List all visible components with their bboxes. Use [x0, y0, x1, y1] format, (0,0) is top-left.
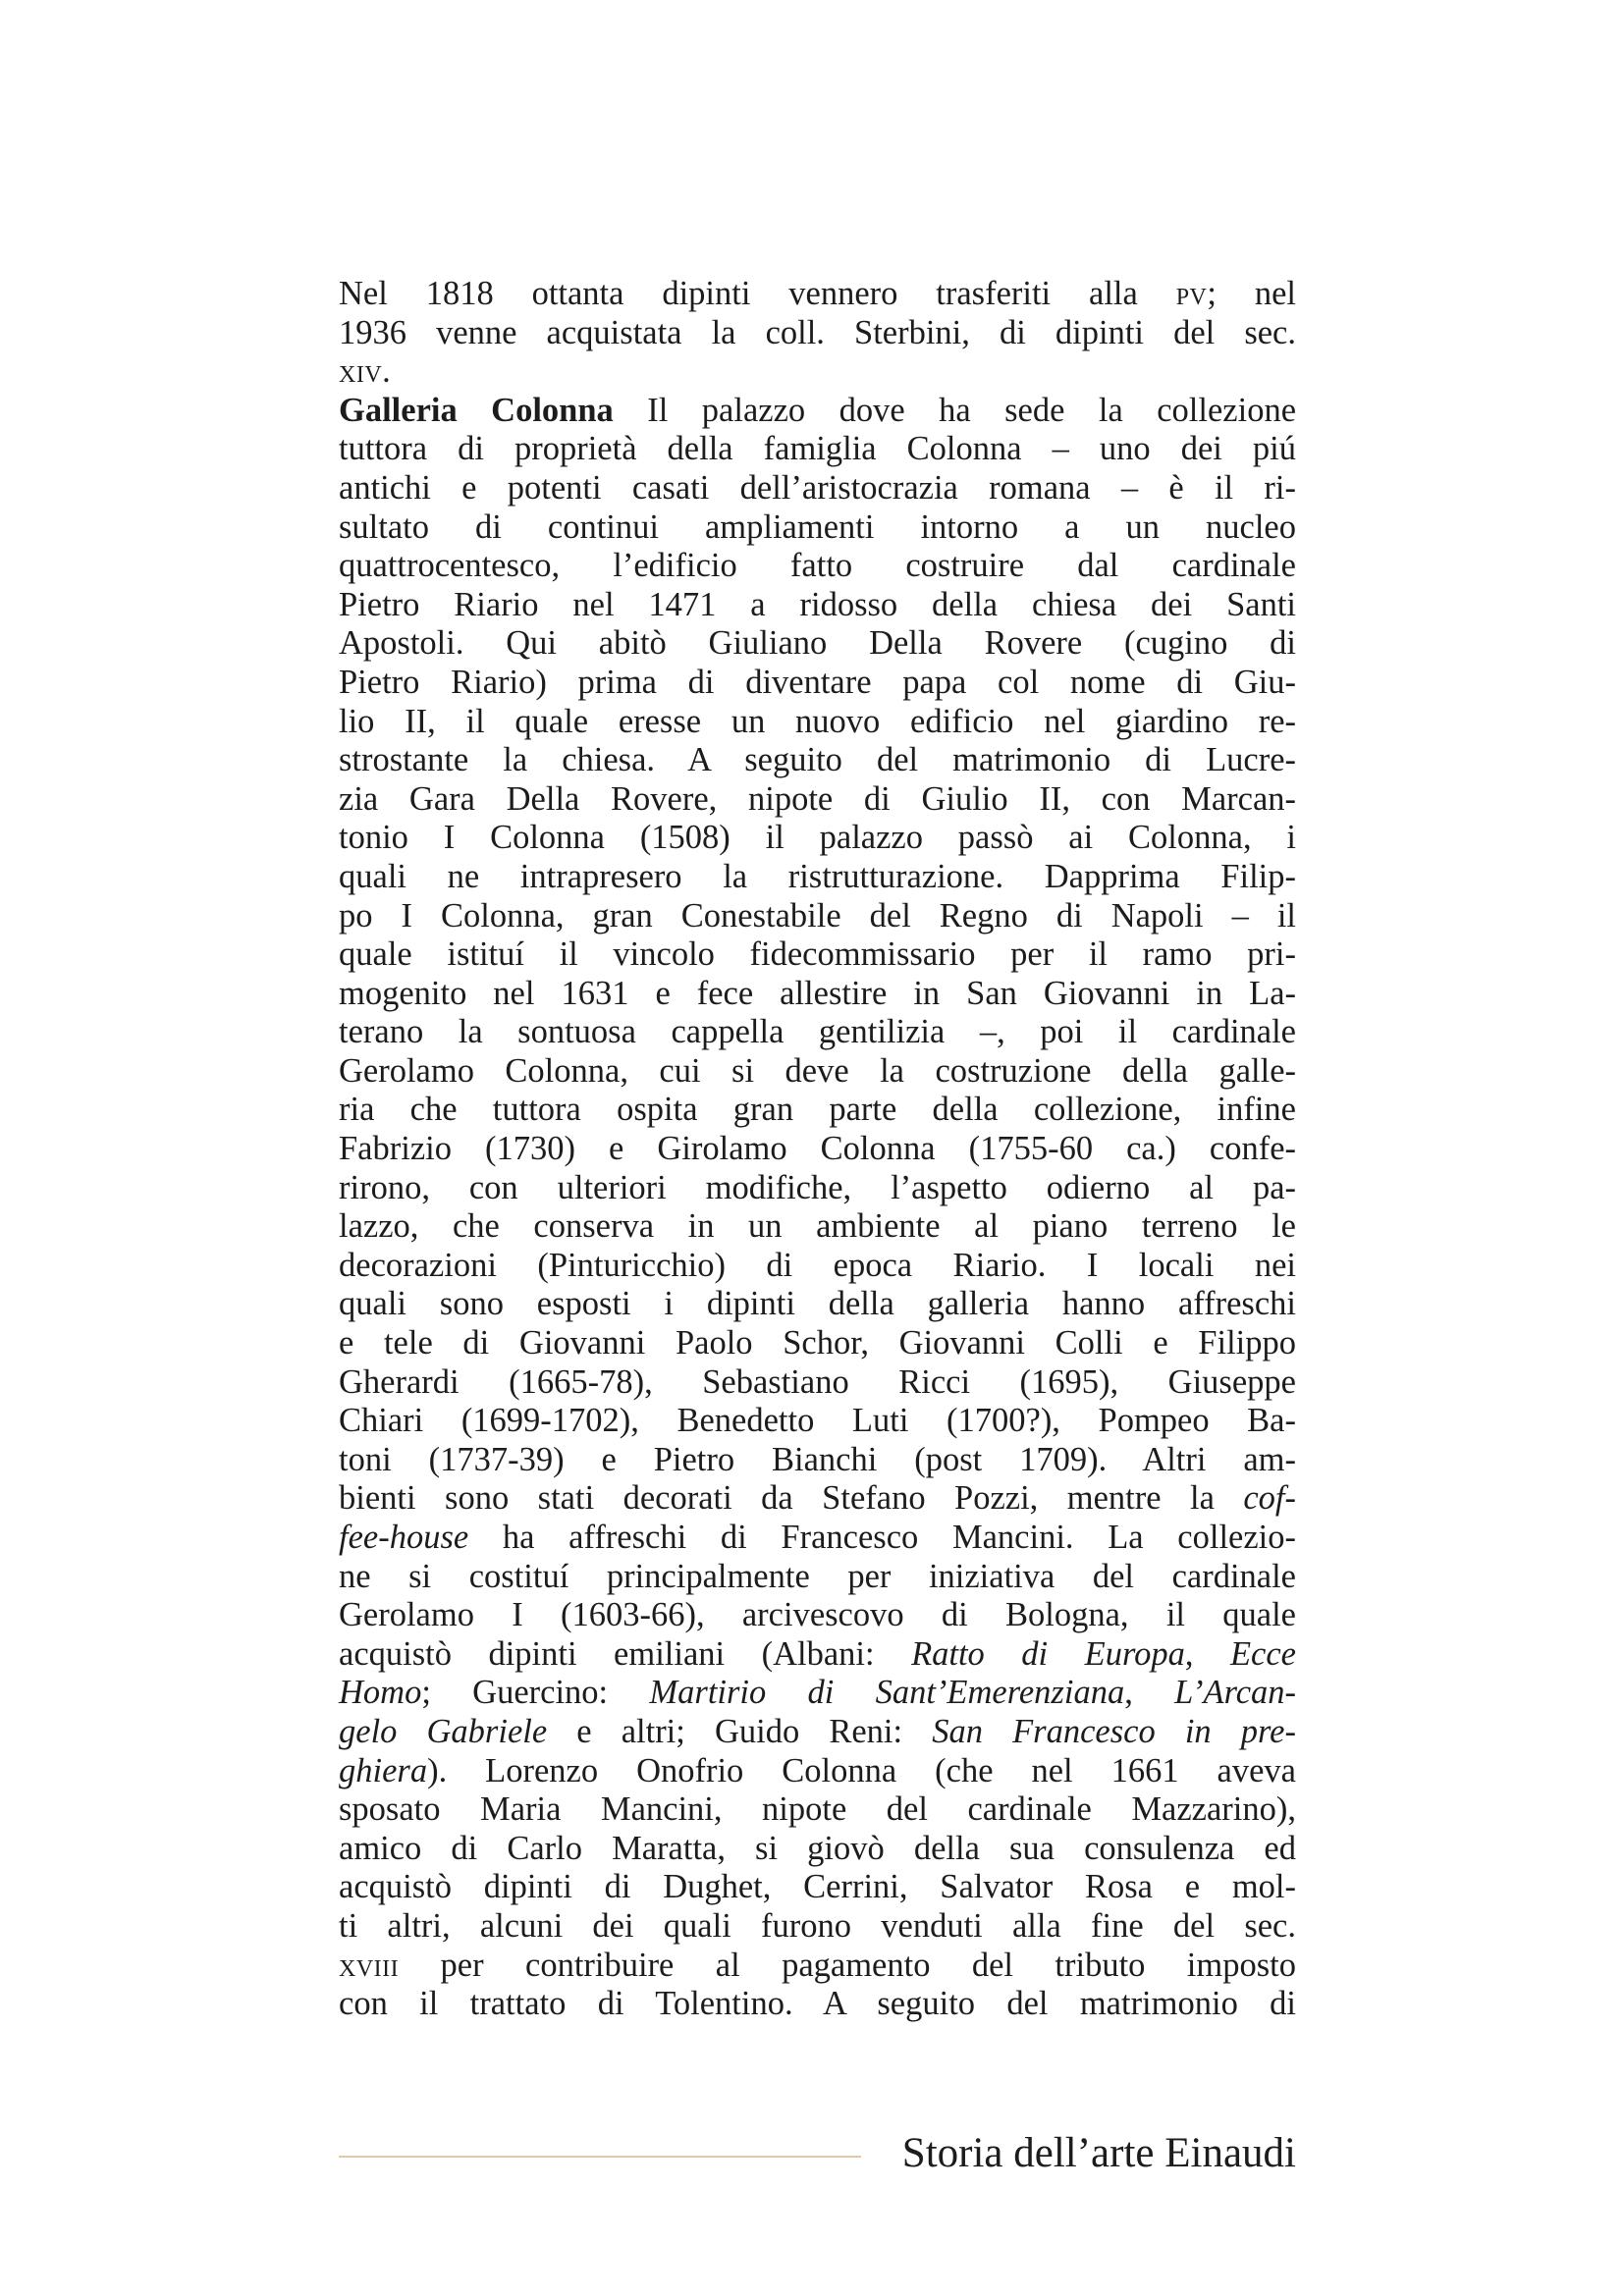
text-run: Pietro Riario nel 1471 a ridosso della chiesa dei Santi	[339, 585, 1296, 623]
text-line	[339, 1402, 1296, 1441]
text-run: Gerolamo Colonna, cui si deve la costruzione della galle-	[339, 1051, 1296, 1090]
text-run: strostante la chiesa. A seguito del matrimonio di Lucre-	[339, 741, 1296, 779]
text-run: pv	[1175, 275, 1208, 312]
text-run: bienti sono stati decorati da Stefano Pozzi, mentre la	[339, 1479, 1244, 1518]
text-line	[339, 314, 1296, 353]
text-run: Chiari (1699-1702), Benedetto Luti (1700?), Pompeo Ba-	[339, 1402, 1296, 1440]
text-line	[339, 1790, 1296, 1830]
text-run: acquistò dipinti di Dughet, Cerrini, Salvator Rosa e mol-	[339, 1868, 1296, 1906]
text-run: decorazioni (Pinturicchio) di epoca Riario. I locali nei	[339, 1246, 1296, 1284]
body-text-column	[339, 275, 1296, 2024]
text-run: rirono, con ulteriori modifiche, l’aspetto odierno al pa-	[339, 1168, 1296, 1206]
text-run: Ratto di Europa	[911, 1634, 1185, 1673]
text-line	[339, 1052, 1296, 1092]
text-line	[339, 975, 1296, 1014]
text-run: Galleria Colonna	[339, 391, 614, 429]
text-run: 1936 venne acquistata la coll. Sterbini, di dipinti del sec.	[339, 313, 1296, 351]
text-run: ; Guercino:	[421, 1674, 650, 1712]
text-run: Homo	[339, 1674, 422, 1712]
text-line	[339, 1091, 1296, 1130]
text-line	[339, 508, 1296, 548]
text-line	[339, 586, 1296, 625]
text-line	[339, 1519, 1296, 1558]
text-run: quale istituí il vincolo fidecommissario per il ramo pri-	[339, 935, 1296, 974]
text-run: ha affreschi di Francesco Mancini. La collezio-	[468, 1519, 1296, 1556]
text-run: ghiera	[339, 1751, 428, 1789]
text-run: e altri; Guido Reni:	[547, 1712, 933, 1750]
text-run: San Francesco in pre-	[932, 1712, 1296, 1750]
text-run: Nel 1818 ottanta dipinti vennero trasferiti alla	[339, 275, 1176, 312]
text-run: ne si costituí principalmente per iniziativa del cardinale	[339, 1557, 1296, 1595]
text-run: Gherardi (1665-78), Sebastiano Ricci (1695), Giuseppe	[339, 1362, 1296, 1401]
text-line	[339, 897, 1296, 936]
text-line	[339, 1947, 1296, 1986]
text-run: fee-house	[339, 1519, 469, 1556]
text-line	[339, 1363, 1296, 1403]
text-run: lazzo, che conserva in un ambiente al piano terreno le	[339, 1207, 1296, 1246]
text-line	[339, 819, 1296, 858]
text-run: xiv	[339, 352, 383, 391]
text-run: quali ne intrapresero la ristrutturazione. Dapprima Filip-	[339, 857, 1296, 895]
text-run: Martirio di Sant’Emerenziana	[649, 1674, 1125, 1712]
text-line	[339, 275, 1296, 314]
text-line	[339, 469, 1296, 508]
text-run: con il trattato di Tolentino. A seguito del matrimonio di	[339, 1985, 1296, 2023]
text-run: ,	[1184, 1634, 1230, 1673]
text-line	[339, 1207, 1296, 1247]
text-line	[339, 1635, 1296, 1675]
text-run: e tele di Giovanni Paolo Schor, Giovanni Colli e Filippo	[339, 1324, 1296, 1362]
text-line	[339, 624, 1296, 664]
text-run: Pietro Riario) prima di diventare papa col nome di Giu-	[339, 663, 1296, 701]
text-run: gelo Gabriele	[339, 1712, 548, 1750]
text-line	[339, 1907, 1296, 1947]
text-line	[339, 1713, 1296, 1752]
text-line	[339, 1868, 1296, 1907]
text-run: acquistò dipinti emiliani (Albani:	[339, 1634, 912, 1673]
text-run: Apostoli. Qui abitò Giuliano Della Rovere (cugino di	[339, 624, 1296, 663]
text-run: Gerolamo I (1603-66), arcivescovo di Bologna, il quale	[339, 1596, 1296, 1634]
text-line	[339, 935, 1296, 975]
text-line	[339, 1441, 1296, 1480]
text-line	[339, 1247, 1296, 1286]
text-line	[339, 703, 1296, 742]
text-run: antichi e potenti casati dell’aristocrazia romana – è il ri-	[339, 468, 1296, 507]
text-line	[339, 1558, 1296, 1597]
text-run: ; nel	[1207, 275, 1297, 312]
text-run: per contribuire al pagamento del tributo imposto	[399, 1946, 1296, 1984]
text-run: tuttora di proprietà della famiglia Colonna – uno dei piú	[339, 430, 1296, 468]
text-line	[339, 1985, 1296, 2024]
text-run: zia Gara Della Rovere, nipote di Giulio II, con Marcan-	[339, 779, 1296, 818]
text-run: cof-	[1243, 1479, 1296, 1518]
text-run: toni (1737-39) e Pietro Bianchi (post 1709). Altri am-	[339, 1440, 1296, 1478]
text-run: ). Lorenzo Onofrio Colonna (che nel 1661 aveva	[427, 1751, 1296, 1789]
text-run: ti altri, alcuni dei quali furono venduti alla fine del sec.	[339, 1906, 1296, 1945]
text-run: ,	[1124, 1674, 1175, 1712]
text-run: lio II, il quale eresse un nuovo edificio nel giardino re-	[339, 702, 1296, 740]
text-line	[339, 547, 1296, 586]
text-run: L’Arcan-	[1174, 1674, 1297, 1712]
text-line	[339, 664, 1296, 703]
text-line	[339, 1285, 1296, 1324]
footer-title: Storia dell’arte Einaudi	[901, 2130, 1296, 2176]
text-run: tonio I Colonna (1508) il palazzo passò ai Colonna, i	[339, 819, 1296, 857]
text-line	[339, 1130, 1296, 1169]
footer-rule	[339, 2156, 861, 2158]
text-line	[339, 430, 1296, 469]
text-run: sposato Maria Mancini, nipote del cardinale Mazzarino),	[339, 1790, 1296, 1829]
text-run: .	[382, 352, 391, 391]
text-line	[339, 392, 1296, 431]
text-line	[339, 1596, 1296, 1635]
text-run: quattrocentesco, l’edificio fatto costruire dal cardinale	[339, 547, 1296, 585]
text-line	[339, 858, 1296, 897]
text-line	[339, 1752, 1296, 1791]
text-line	[339, 1830, 1296, 1869]
text-run: xviii	[339, 1946, 400, 1984]
text-line	[339, 1013, 1296, 1052]
text-run: po I Colonna, gran Conestabile del Regno di Napoli – il	[339, 896, 1296, 934]
text-line	[339, 1169, 1296, 1208]
text-line	[339, 741, 1296, 780]
text-line	[339, 1674, 1296, 1713]
text-run: Ecce	[1229, 1634, 1296, 1673]
text-run: mogenito nel 1631 e fece allestire in San Giovanni in La-	[339, 974, 1296, 1012]
text-run: ria che tuttora ospita gran parte della collezione, infine	[339, 1091, 1296, 1129]
text-run: terano la sontuosa cappella gentilizia –, poi il cardinale	[339, 1013, 1296, 1051]
text-run: sultato di continui ampliamenti intorno a un nucleo	[339, 507, 1296, 546]
text-run: quali sono esposti i dipinti della galleria hanno affreschi	[339, 1285, 1296, 1323]
text-run: amico di Carlo Maratta, si giovò della sua consulenza ed	[339, 1829, 1296, 1867]
text-line	[339, 1479, 1296, 1519]
text-line	[339, 352, 1296, 392]
text-run: Il palazzo dove ha sede la collezione	[613, 391, 1297, 429]
text-run: Fabrizio (1730) e Girolamo Colonna (1755-60 ca.) confe-	[339, 1130, 1296, 1168]
text-line	[339, 780, 1296, 820]
text-line	[339, 1324, 1296, 1363]
